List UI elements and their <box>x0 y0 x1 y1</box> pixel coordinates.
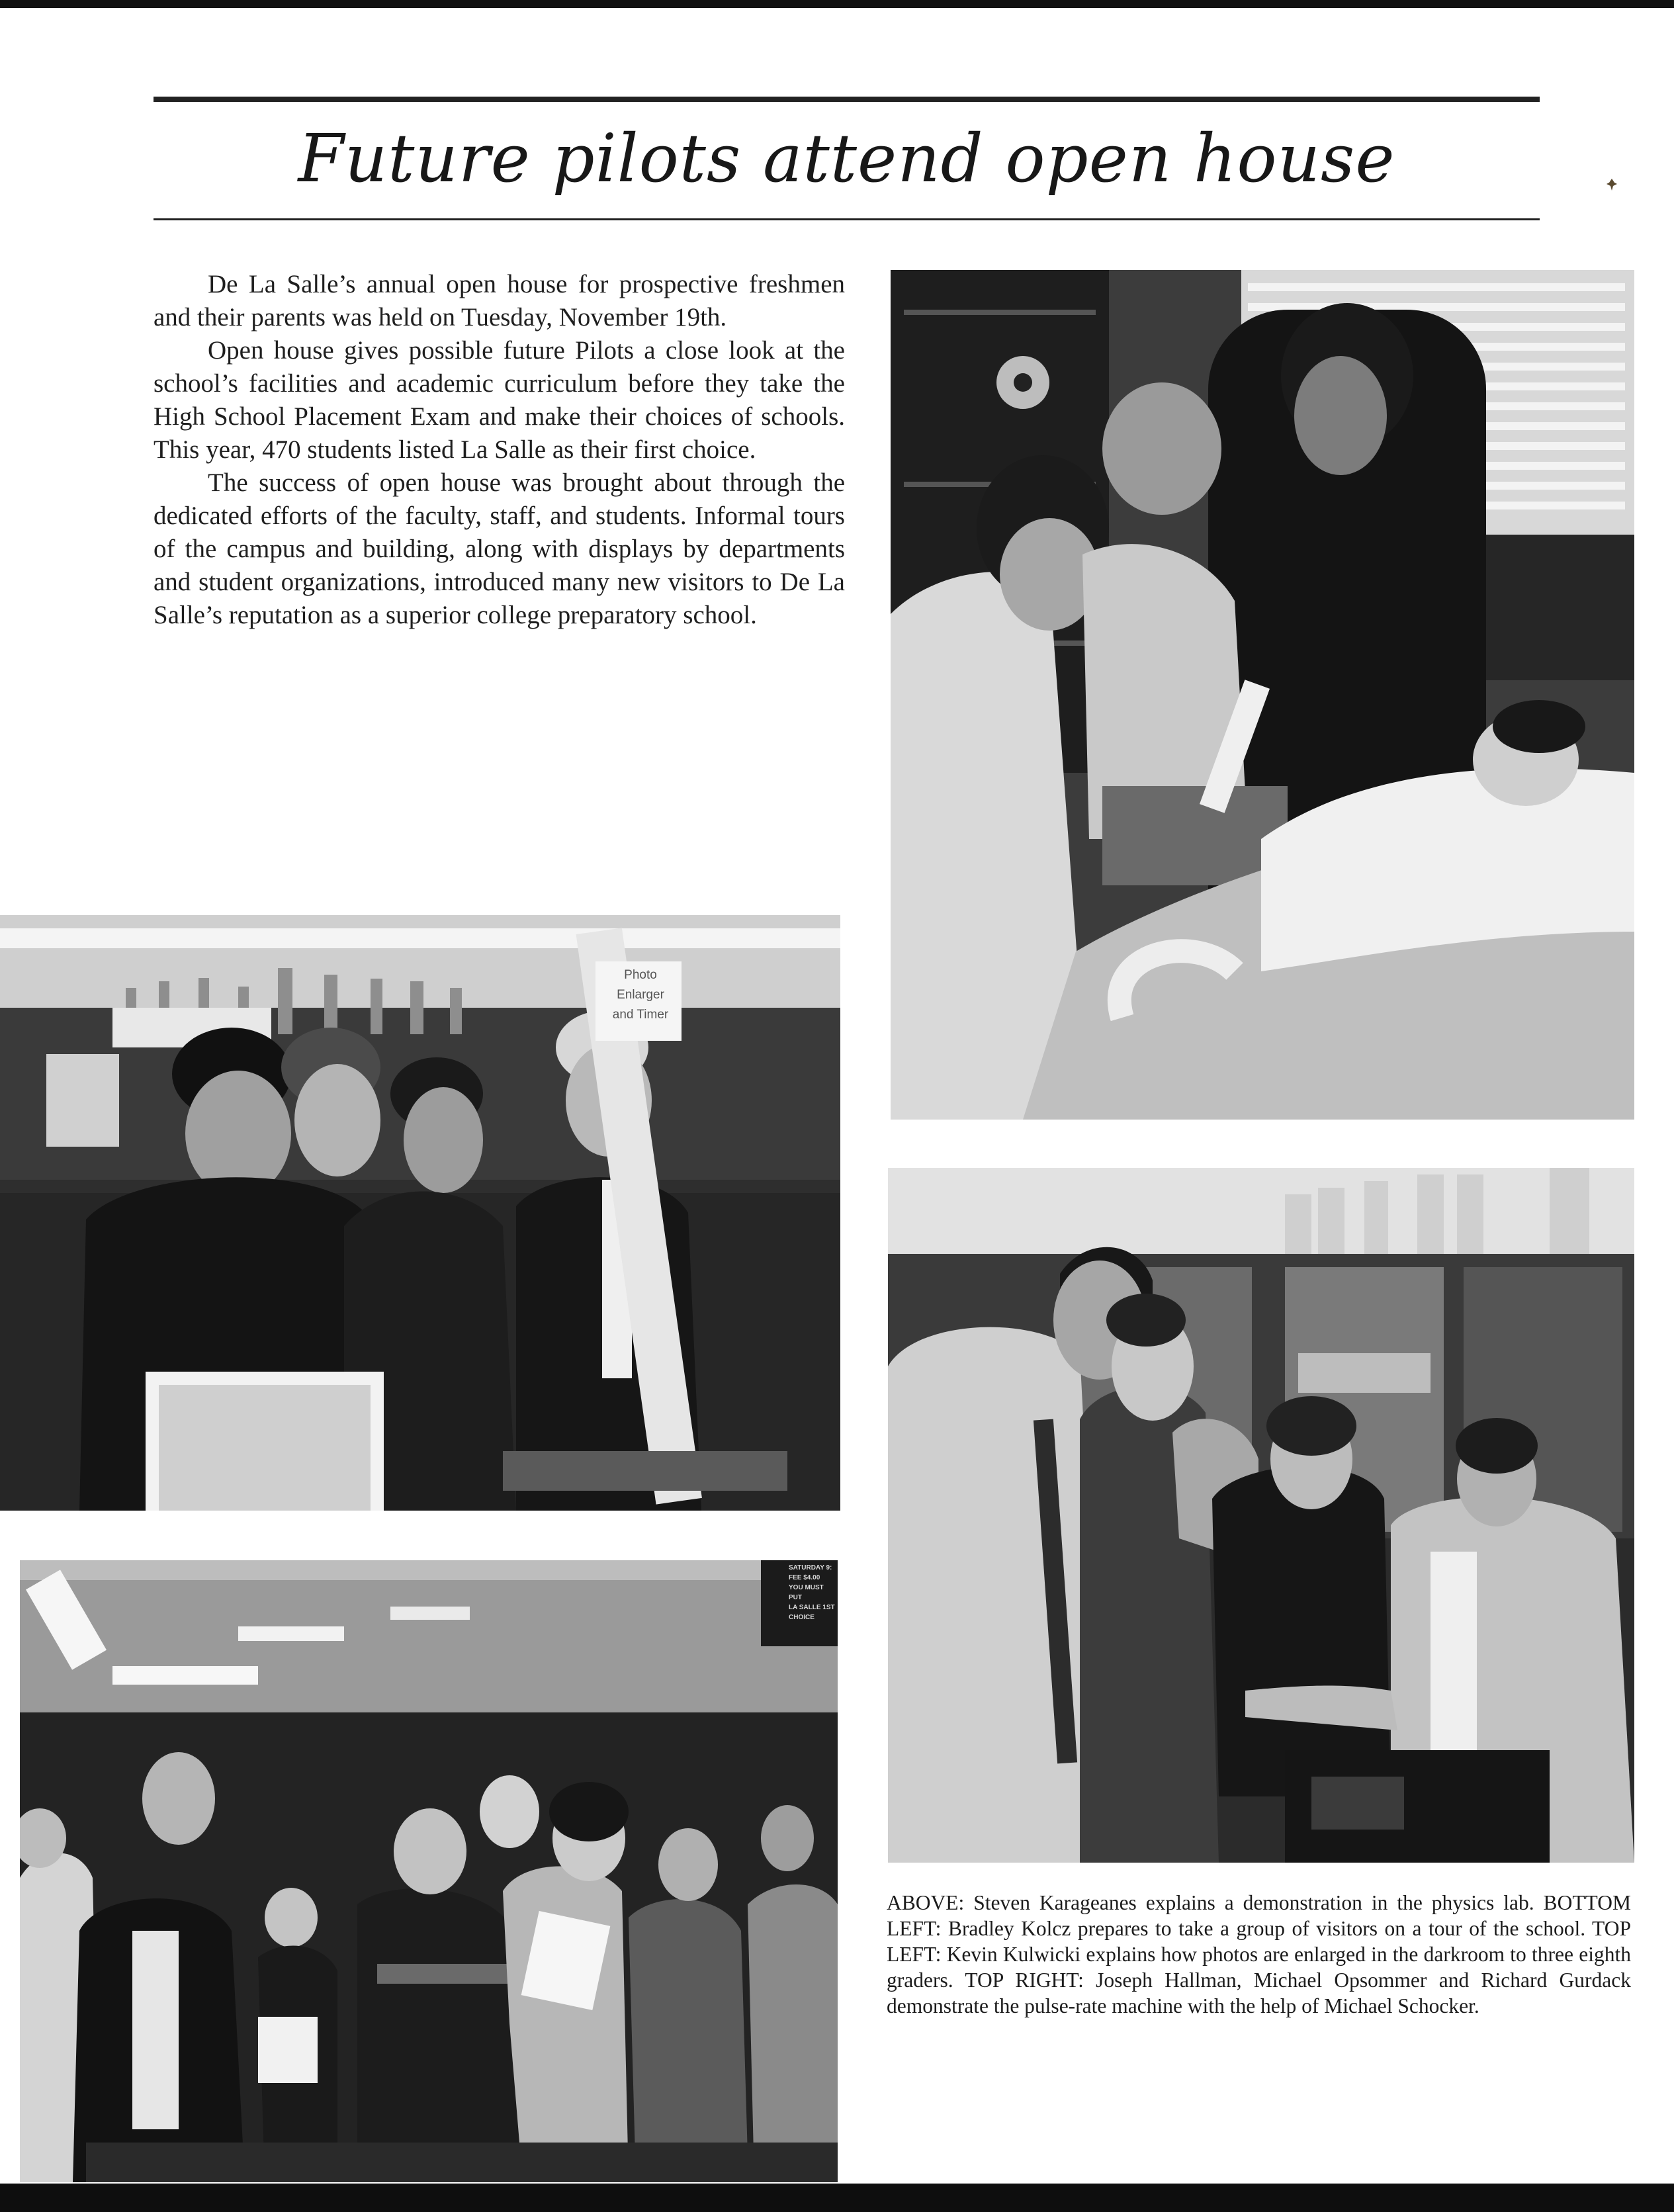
hallway-sign-line: LA SALLE 1ST CHOICE <box>789 1604 835 1621</box>
headline-top-rule <box>154 97 1540 102</box>
enlarger-sign <box>603 965 678 1025</box>
photo-pulse-rate-demo <box>891 270 1634 1120</box>
page-headline: Future pilots attend open house <box>298 120 1395 197</box>
body-paragraph: De La Salle’s annual open house for prospective freshmen and their parents was held on Tuesday, November 19th. <box>154 270 845 332</box>
photo-caption: ABOVE: Steven Karageanes explains a demonstration in the physics lab. BOTTOM LEFT: Bradley Kolcz prepares to take a group of visitors on a tour of the school. TOP LEFT: Kevin Kulwicki explains how photos are enlarged in the darkroom to three eighth graders. TOP RIGHT: Joseph Hallman, Michael Opsommer and Richard Gurdack demonstrate the pulse-rate machine with the help of Michael Schocker. <box>887 1891 1631 2017</box>
enlarger-sign-line: Enlarger <box>617 988 664 1002</box>
photo-physics-lab <box>888 1168 1634 1863</box>
hallway-sign <box>789 1563 838 1622</box>
body-paragraph: Open house gives possible future Pilots a close look at the school’s facilities and academic curriculum before they take the High School Placement Exam and make their choices of schools. This year, 470 students listed La Salle as their first choice. <box>154 336 845 464</box>
margin-ornament-icon <box>1607 179 1617 191</box>
article-body <box>154 268 845 632</box>
enlarger-sign-line: Photo <box>624 968 657 982</box>
headline-bottom-rule <box>154 218 1540 220</box>
enlarger-sign-line: and Timer <box>612 1008 669 1022</box>
page-bottom-border <box>0 2184 1674 2212</box>
photo-tour-group <box>20 1560 838 2182</box>
hallway-sign-line: SATURDAY 9: <box>789 1564 832 1571</box>
hallway-sign-line: YOU MUST PUT <box>789 1584 824 1601</box>
body-paragraph: The success of open house was brought about through the dedicated efforts of the faculty, staff, and students. Informal tours of the campus and building, along with displays by departments and student organizations, introduced many new visitors to De La Salle’s reputation as a superior college preparatory school. <box>154 468 845 629</box>
photo-darkroom-enlarger <box>0 915 840 1511</box>
hallway-sign-line: FEE $4.00 <box>789 1574 820 1581</box>
page-top-border <box>0 0 1674 8</box>
